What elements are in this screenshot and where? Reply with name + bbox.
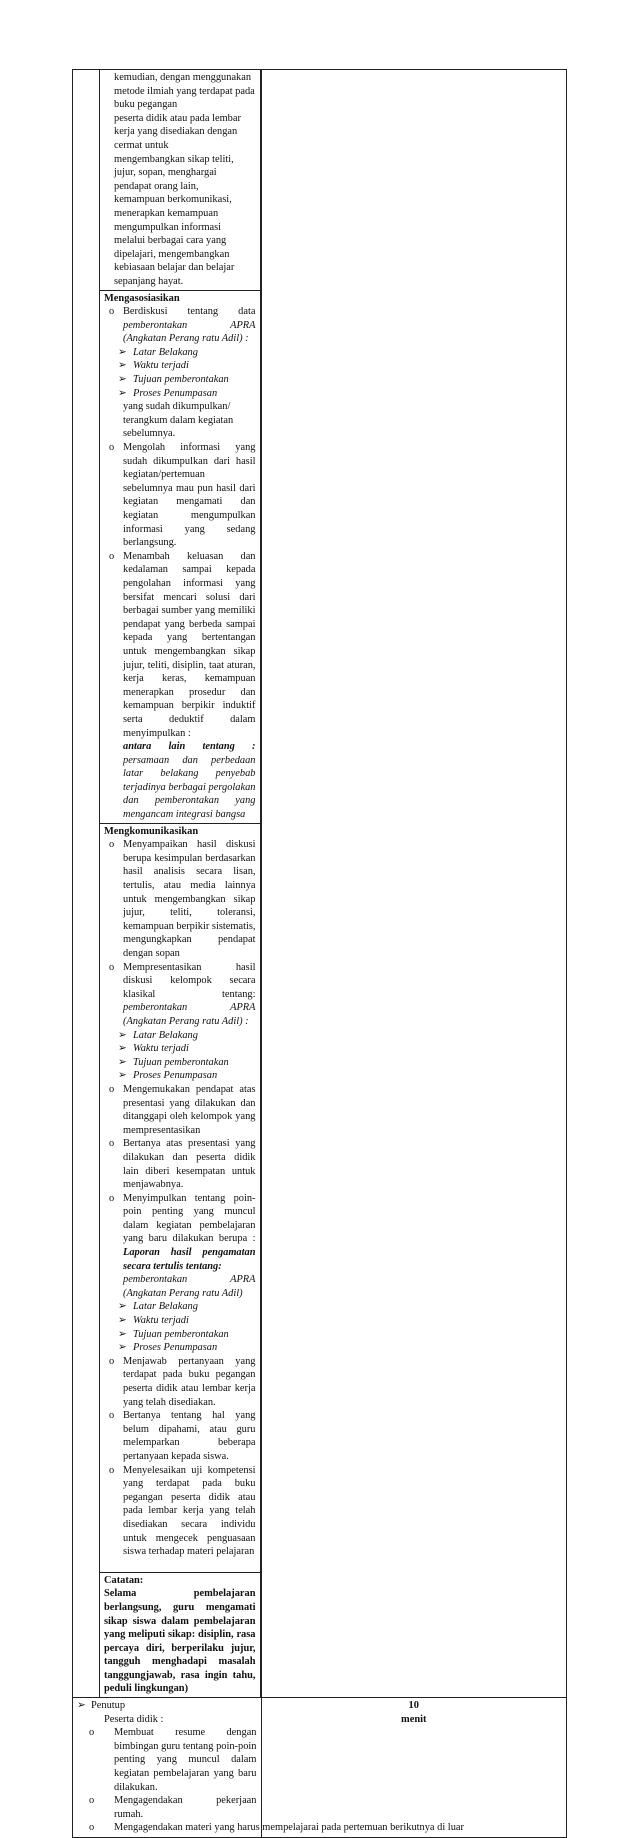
list-item [77, 1726, 257, 1794]
sub-item-text: Tujuan pemberontakan [133, 1328, 229, 1340]
penutup-heading-row [77, 1699, 257, 1713]
circle-bullet-icon: o [89, 1822, 95, 1834]
arrow-bullet-icon: ➢ [118, 1301, 127, 1313]
sub-item-text: Tujuan pemberontakan [133, 374, 229, 386]
circle-bullet-icon: o [109, 1138, 115, 1150]
circle-bullet-icon: o [109, 306, 115, 318]
list-item [104, 961, 256, 1029]
duration-value: 10 [408, 1700, 419, 1712]
item-text: Mengagendakan materi yang harus mempelajarai pada pertemuan berikutnya di luar [114, 1822, 464, 1834]
intro-line: kemampuan berkomunikasi, menerapkan kemampuan mengumpulkan informasi [114, 194, 232, 233]
sub-item-text: Latar Belakang [133, 346, 198, 358]
circle-bullet-icon: o [109, 839, 115, 851]
arrow-bullet-icon: ➢ [118, 1043, 127, 1055]
list-item [104, 1464, 256, 1571]
list-item [77, 1821, 464, 1835]
circle-bullet-icon: o [109, 1464, 115, 1476]
sub-list-item [104, 1056, 256, 1070]
arrow-bullet-icon: ➢ [118, 360, 127, 372]
list-item [104, 305, 256, 346]
sub-item-text: Latar Belakang [133, 1301, 198, 1313]
item-text: Menyampaikan hasil diskusi berupa kesimpulan berdasarkan hasil analisis secara lisan, tertulis, atau media lainnya untuk mengembangkan sikap jujur, teliti, toleransi, kemampuan berpikir sistematis, mengungkapkan pendapat dengan sopan [123, 839, 256, 959]
list-item [77, 1794, 257, 1821]
list-item [104, 838, 256, 960]
arrow-bullet-icon: ➢ [118, 374, 127, 386]
penutup-row [73, 1698, 567, 1838]
sub-item-text: Waktu terjadi [133, 1315, 189, 1327]
sub-item-text: Waktu terjadi [133, 360, 189, 372]
item-text: Bertanya atas presentasi yang dilakukan dan peserta didik lain diberi kesempatan untuk menjawabnya. [123, 1138, 256, 1191]
mengasosiasikan-block [100, 291, 260, 824]
arrow-bullet-icon: ➢ [118, 1328, 127, 1340]
intro-block [100, 70, 260, 291]
arrow-bullet-icon: ➢ [118, 1070, 127, 1082]
circle-bullet-icon: o [109, 550, 115, 562]
duration-cell [261, 1698, 567, 1838]
penutup-heading: Penutup [91, 1700, 126, 1712]
circle-bullet-icon: o [109, 442, 115, 454]
item-topic: pemberontakan APRA (Angkatan Perang ratu Adil) [123, 1274, 256, 1299]
inner-section [99, 70, 261, 1697]
circle-bullet-icon: o [109, 1192, 115, 1204]
circle-bullet-icon: o [89, 1727, 95, 1739]
item-topic: pemberontakan APRA (Angkatan Perang ratu Adil) : [123, 1002, 256, 1027]
lesson-plan-page [72, 69, 567, 1838]
item-text: Membuat resume dengan bimbingan guru tentang poin-poin penting yang muncul dalam kegiatan pembelajaran yang baru dilakukan. [114, 1727, 257, 1793]
section-heading: Mengasosiasikan [104, 292, 180, 304]
list-item [104, 1355, 256, 1409]
item-text: Menyelesaikan uji kompetensi yang terdapat pada buku pegangan peserta didik atau pada lembar kerja yang telah disediakan secara individu untuk mengecek penguasaan siswa terhadap materi pelajaran [123, 1464, 256, 1558]
section-heading: Mengkomunikasikan [104, 825, 199, 837]
list-item [104, 1192, 256, 1301]
item-text: Bertanya tentang hal yang belum dipahami, atau guru melemparkan beberapa pertanyaan kepada siswa. [123, 1410, 256, 1462]
sub-list-item [104, 1042, 256, 1056]
kegiatan-inti-row [73, 70, 567, 1698]
sub-list-item [104, 1314, 256, 1328]
sub-list-item [104, 373, 256, 387]
sub-list-item [104, 359, 256, 373]
intro-line: sepanjang hayat. [114, 275, 184, 287]
item-text: Menyimpulkan tentang poin-poin penting yang muncul dalam kegiatan pembelajaran yang baru dilakukan berupa : [123, 1192, 256, 1245]
sub-item-text: Tujuan pemberontakan [133, 1056, 229, 1068]
list-item [104, 550, 256, 822]
item-text: Menambah keluasan dan kedalaman sampai kepada pengolahan informasi yang bersifat mencari solusi dari berbagai sumber yang memiliki pendapat yang berbeda sampai kepada yang bertentangan untuk mengembangkan sikap jujur, teliti, disiplin, taat aturan, kerja keras, kemampuan menerapkan prosedur dan kemampuan berpikir induktif serta deduktif dalam menyimpulkan : [123, 550, 256, 739]
intro-line: melalui berbagai cara yang dipelajari, mengembangkan kebiasaan belajar dan belajar [114, 235, 235, 274]
circle-bullet-icon: o [109, 1083, 115, 1095]
item-text: Mengolah informasi yang sudah dikumpulkan dari hasil kegiatan/pertemuan sebelumnya mau pun hasil dari kegiatan mengamati dan kegiatan mengumpulkan informasi yang sedang berlangsung. [123, 442, 256, 549]
intro-line: peserta didik atau pada lembar kerja yang disediakan dengan cermat untuk [114, 112, 241, 151]
item-emphasis: antara lain tentang : [123, 741, 256, 753]
arrow-bullet-icon: ➢ [77, 1700, 86, 1712]
duration-unit: menit [401, 1713, 427, 1725]
circle-bullet-icon: o [109, 1410, 115, 1422]
sub-list-item [104, 1029, 256, 1043]
item-text: Mempresentasikan hasil diskusi kelompok secara klasikal tentang: [123, 961, 256, 1000]
sub-list-item [104, 387, 256, 401]
sub-item-text: Proses Penumpasan [133, 1342, 218, 1354]
arrow-bullet-icon: ➢ [118, 1342, 127, 1354]
lesson-table [72, 69, 567, 1838]
circle-bullet-icon: o [109, 1355, 115, 1367]
arrow-bullet-icon: ➢ [118, 1029, 127, 1041]
sub-list-item [104, 1300, 256, 1314]
activity-cell [73, 70, 262, 1698]
item-topic: pemberontakan APRA (Angkatan Perang ratu Adil) : [123, 319, 256, 345]
sub-item-text: Waktu terjadi [133, 1043, 189, 1055]
sub-item-text: Proses Penumpasan [133, 1070, 218, 1082]
sub-list-item [104, 1328, 256, 1342]
item-emphasis: Laporan hasil pengamatan secara tertulis tentang: [123, 1247, 256, 1272]
arrow-bullet-icon: ➢ [118, 346, 127, 358]
arrow-bullet-icon: ➢ [118, 1315, 127, 1327]
item-continuation: yang sudah dikumpulkan/ terangkum dalam kegiatan sebelumnya. [123, 401, 234, 440]
intro-line: kemudian, dengan menggunakan metode ilmiah yang terdapat pada buku pegangan [114, 72, 255, 111]
sub-list-item [104, 1341, 256, 1355]
circle-bullet-icon: o [109, 961, 115, 973]
circle-bullet-icon: o [89, 1795, 95, 1807]
sub-item-text: Latar Belakang [133, 1029, 198, 1041]
intro-line: mengembangkan sikap teliti, jujur, sopan, menghargai pendapat orang lain, [114, 153, 234, 192]
item-text: Mengemukakan pendapat atas presentasi yang dilakukan dan ditanggapi oleh kelompok yang mempresentasikan [123, 1083, 256, 1136]
note-text: Selama pembelajaran berlangsung, guru mengamati sikap siswa dalam pembelajaran yang meliputi sikap: disiplin, rasa percaya diri, berperilaku jujur, tangguh menghadapi masalah tanggungjawab, rasa ingin tahu, peduli lingkungan) [104, 1588, 256, 1695]
list-item [104, 1083, 256, 1137]
duration-cell-empty [261, 70, 567, 1698]
sub-item-text: Proses Penumpasan [133, 387, 218, 399]
item-text: Berdiskusi tentang data [123, 306, 256, 318]
penutup-subheading: Peserta didik : [104, 1713, 164, 1725]
catatan-block [100, 1573, 260, 1697]
arrow-bullet-icon: ➢ [118, 1056, 127, 1068]
item-topic: persamaan dan perbedaan latar belakang penyebab terjadinya berbagai pergolakan dan pemberontakan yang mengancam integrasi bangsa [123, 754, 256, 821]
arrow-bullet-icon: ➢ [118, 387, 127, 399]
note-heading: Catatan: [104, 1574, 144, 1586]
item-text: Mengagendakan pekerjaan rumah. [114, 1795, 257, 1820]
item-text: Menjawab pertanyaan yang terdapat pada buku pegangan peserta didik atau lembar kerja yang telah disediakan. [123, 1355, 256, 1408]
mengkomunikasikan-block [100, 824, 260, 1573]
list-item [104, 441, 256, 550]
list-item [104, 1409, 256, 1463]
list-item [104, 1137, 256, 1191]
sub-list-item [104, 1069, 256, 1083]
sub-list-item [104, 346, 256, 360]
